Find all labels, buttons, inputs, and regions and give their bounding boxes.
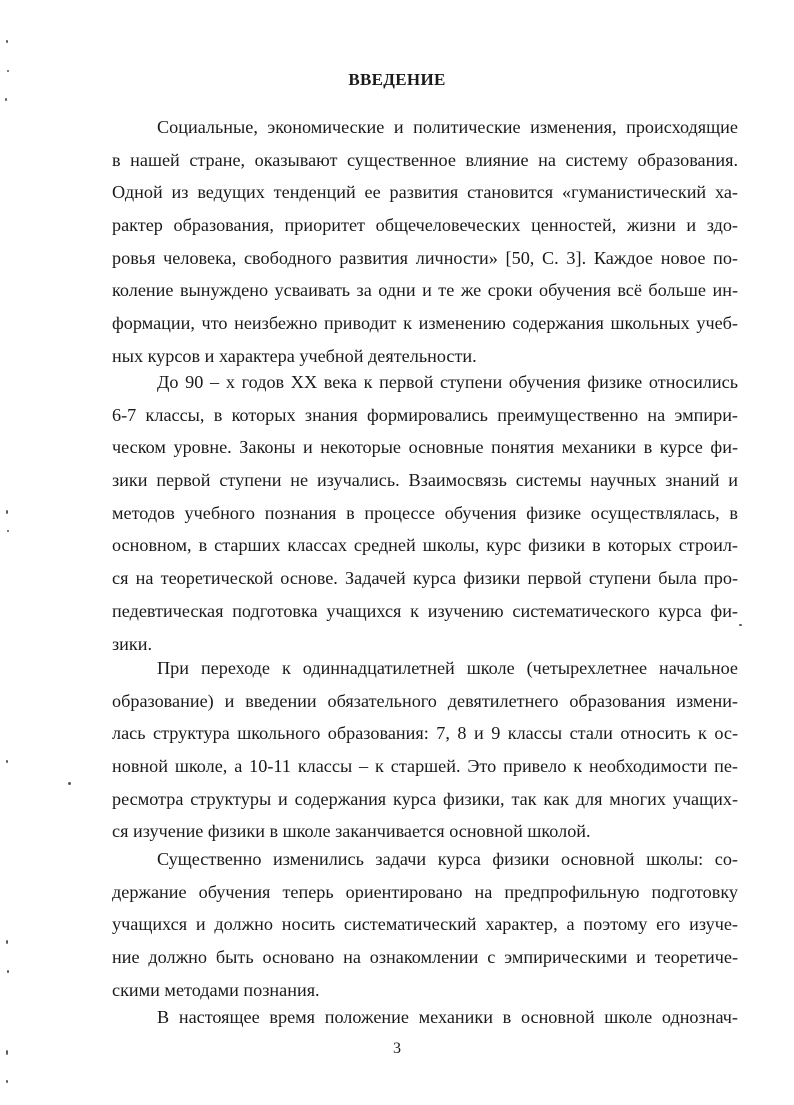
scan-speck: [68, 782, 71, 785]
page-number: 3: [393, 1040, 401, 1057]
text-line: образование) и введении обязательного девятилетнего образования измени-: [112, 690, 738, 711]
scan-speck: [6, 940, 8, 944]
scan-speck: [5, 98, 7, 101]
text-line: 6-7 классы, в которых знания формировались преимущественно на эмпири-: [112, 404, 738, 425]
text-line: В настоящее время положение механики в основной школе однознач-: [157, 1007, 738, 1027]
paragraph-3: [112, 652, 738, 848]
text-line: ние должно быть основано на ознакомлении с эмпирическими и теоретиче-: [112, 947, 738, 968]
text-line: ресмотра структуры и содержания курса физики, так как для многих учащих-: [112, 788, 738, 809]
scan-speck: [7, 70, 9, 72]
text-line: основном, в старших классах средней школы, курс физики в которых строил-: [112, 535, 738, 556]
text-line: лась структура школьного образования: 7, 8 и 9 классы стали относить к ос-: [112, 723, 738, 744]
text-line: Социальные, экономические и политические изменения, происходящие: [157, 117, 738, 137]
text-line: ческом уровне. Законы и некоторые основные понятия механики в курсе фи-: [112, 437, 738, 458]
text-line: в нашей стране, оказывают существенное влияние на систему образования.: [112, 149, 738, 170]
text-line: До 90 – х годов XX века к первой ступени обучения физике относились: [157, 372, 738, 392]
text-line: При переходе к одиннадцатилетней школе (четырехлетнее начальное: [157, 658, 738, 678]
text-line: рактер образования, приоритет общечеловеческих ценностей, жизни и здо-: [112, 215, 738, 236]
paragraph-1: [112, 111, 738, 373]
scan-speck: [7, 530, 9, 532]
scan-speck: [6, 760, 8, 763]
text-line: новной школе, а 10-11 классы – к старшей. Это привело к необходимости пе-: [112, 756, 738, 777]
scan-speck: [7, 970, 9, 973]
paragraph-4: [112, 843, 738, 1006]
scan-speck: [6, 1050, 8, 1055]
paragraph-2: [112, 366, 738, 660]
scan-speck: [6, 510, 8, 514]
scan-speck: [6, 1080, 8, 1083]
text-line: зики.: [112, 633, 153, 654]
page-title: ВВЕДЕНИЕ: [348, 70, 446, 89]
text-line: педевтическая подготовка учащихся к изучению систематического курса фи-: [112, 600, 738, 621]
text-line: ся изучение физики в школе заканчивается основной школой.: [112, 821, 591, 842]
text-line: Одной из ведущих тенденций ее развития становится «гуманистический ха-: [112, 182, 738, 203]
text-line: ровья человека, свободного развития личности» [50, С. 3]. Каждое новое по-: [112, 247, 738, 268]
text-line: Существенно изменились задачи курса физики основной школы: со-: [157, 849, 738, 869]
text-line: формации, что неизбежно приводит к изменению содержания школьных учеб-: [112, 313, 738, 334]
scan-speck: [6, 40, 8, 43]
text-line: держание обучения теперь ориентировано на предпрофильную подготовку: [112, 881, 738, 902]
text-line: скими методами познания.: [112, 979, 320, 1000]
scan-speck: [739, 624, 742, 626]
text-line: зики первой ступени не изучались. Взаимосвязь системы научных знаний и: [112, 470, 738, 491]
paragraph-5: [112, 1001, 738, 1034]
text-line: учащихся и должно носить систематический характер, а поэтому его изуче-: [112, 914, 738, 935]
text-line: ся на теоретической основе. Задачей курса физики первой ступени была про-: [112, 568, 738, 589]
text-line: методов учебного познания в процессе обучения физике осуществлялась, в: [112, 502, 738, 523]
text-line: коление вынуждено усваивать за одни и те же сроки обучения всё больше ин-: [112, 280, 738, 301]
text-line: ных курсов и характера учебной деятельности.: [112, 345, 477, 366]
